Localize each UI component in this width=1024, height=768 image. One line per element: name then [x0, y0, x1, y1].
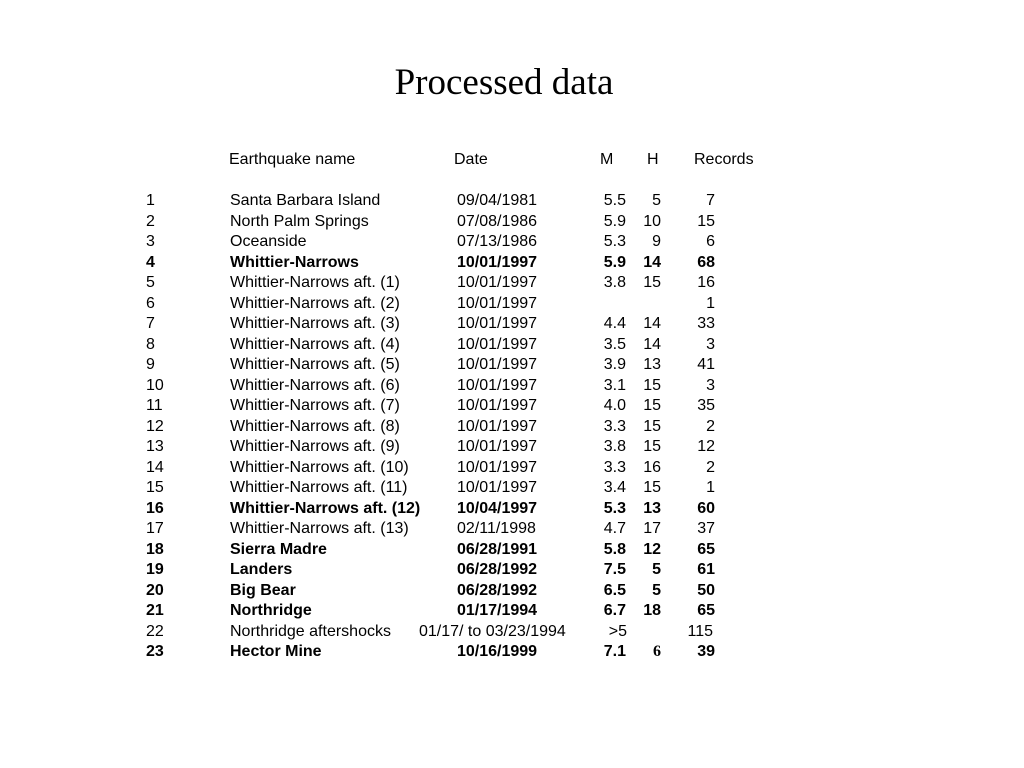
row-magnitude: 3.8	[603, 438, 626, 455]
row-number: 9	[146, 356, 155, 373]
header-magnitude: M	[600, 151, 614, 168]
row-depth: 14	[643, 253, 661, 271]
row-number: 3	[146, 233, 155, 250]
row-number: 6	[146, 294, 155, 312]
row-date: 07/13/1986	[457, 233, 538, 250]
row-date: 09/04/1981	[457, 192, 538, 209]
row-number: 7	[146, 315, 155, 332]
row-number: 23	[146, 643, 164, 660]
row-date: 10/01/1997	[457, 253, 538, 271]
table-row	[0, 601, 1024, 621]
header-records: Records	[694, 151, 754, 168]
row-magnitude: 4.4	[603, 315, 626, 332]
row-number: 11	[146, 397, 163, 414]
row-date: 01/17/1994	[457, 602, 538, 619]
row-date: 10/01/1997	[457, 458, 538, 476]
row-date: 10/16/1999	[457, 643, 538, 660]
table-row	[0, 376, 1024, 396]
row-records: 1	[706, 294, 715, 312]
table-row	[0, 191, 1024, 211]
table-row	[0, 540, 1024, 560]
row-magnitude: 7.1	[603, 643, 626, 660]
row-records: 2	[706, 417, 715, 435]
row-date: 10/01/1997	[457, 335, 538, 353]
row-date: 10/01/1997	[457, 397, 538, 414]
row-earthquake-name: Whittier-Narrows aft. (2)	[230, 294, 400, 312]
row-depth: 15	[643, 397, 661, 414]
row-records: 60	[697, 499, 715, 517]
row-date: 06/28/1992	[457, 561, 538, 578]
row-date: 07/08/1986	[457, 212, 538, 230]
table-row	[0, 212, 1024, 232]
row-depth: 14	[643, 335, 661, 353]
table-row	[0, 314, 1024, 334]
row-number: 20	[146, 581, 164, 599]
row-depth: 5	[652, 192, 661, 209]
row-date: 10/01/1997	[457, 438, 538, 455]
row-date: 10/01/1997	[457, 376, 538, 394]
row-magnitude: 5.3	[603, 499, 626, 517]
row-date: 06/28/1992	[457, 581, 538, 599]
row-records: 39	[697, 643, 715, 660]
row-records: 61	[697, 561, 715, 578]
row-depth: 12	[643, 540, 661, 558]
row-date: 10/01/1997	[457, 417, 538, 435]
header-depth: H	[647, 151, 659, 168]
page-title: Processed data	[394, 62, 614, 103]
row-records: 37	[697, 520, 715, 537]
row-depth: 16	[643, 458, 661, 476]
row-records: 3	[706, 335, 715, 353]
row-date: 10/01/1997	[457, 479, 538, 496]
row-depth: 5	[652, 581, 661, 599]
row-date: 10/01/1997	[457, 315, 538, 332]
row-magnitude: 3.1	[603, 376, 626, 394]
row-date: 10/01/1997	[457, 356, 538, 373]
row-depth: 5	[652, 561, 661, 578]
row-number: 15	[146, 479, 164, 496]
row-number: 1	[146, 192, 155, 209]
row-magnitude: 3.5	[603, 335, 626, 353]
row-records: 65	[697, 540, 715, 558]
row-records: 3	[706, 376, 715, 394]
row-depth: 15	[643, 417, 661, 435]
table-row	[0, 273, 1024, 293]
header-earthquake-name: Earthquake name	[229, 151, 356, 168]
row-earthquake-name: Oceanside	[230, 233, 307, 250]
row-magnitude: 5.9	[603, 253, 626, 271]
row-earthquake-name: Whittier-Narrows aft. (7)	[230, 397, 400, 414]
row-magnitude: >5	[608, 622, 627, 640]
row-records: 35	[697, 397, 715, 414]
row-depth: 18	[643, 602, 661, 619]
table-row	[0, 499, 1024, 519]
row-depth: 10	[643, 212, 661, 230]
row-earthquake-name: Whittier-Narrows aft. (6)	[230, 376, 400, 394]
row-earthquake-name: Landers	[230, 561, 293, 578]
header-date: Date	[454, 151, 488, 168]
row-magnitude: 3.4	[603, 479, 626, 496]
table-row	[0, 232, 1024, 252]
row-number: 12	[146, 417, 164, 435]
row-depth: 15	[643, 376, 661, 394]
row-depth: 9	[652, 233, 661, 250]
row-number: 10	[146, 376, 164, 394]
row-earthquake-name: Whittier-Narrows aft. (9)	[230, 438, 400, 455]
table-row	[0, 478, 1024, 498]
table-row	[0, 560, 1024, 580]
row-number: 16	[146, 499, 164, 517]
row-number: 8	[146, 335, 155, 353]
row-magnitude: 3.3	[603, 458, 626, 476]
row-records: 33	[697, 315, 715, 332]
row-records: 6	[706, 233, 715, 250]
row-earthquake-name: Sierra Madre	[230, 540, 327, 558]
row-number: 14	[146, 458, 164, 476]
row-number: 2	[146, 212, 155, 230]
row-magnitude: 6.5	[603, 581, 626, 599]
table-header-row	[0, 150, 1024, 170]
row-date: 10/01/1997	[457, 294, 538, 312]
row-date: 02/11/1998	[457, 520, 536, 537]
row-number: 22	[146, 622, 164, 640]
row-magnitude: 4.0	[603, 397, 626, 414]
row-number: 21	[146, 602, 164, 619]
row-depth: 6	[653, 643, 661, 660]
row-records: 15	[697, 212, 715, 230]
row-earthquake-name: Whittier-Narrows aft. (13)	[230, 520, 409, 537]
row-depth: 15	[643, 274, 661, 291]
row-depth: 15	[643, 438, 661, 455]
row-depth: 13	[643, 356, 661, 373]
table-row	[0, 417, 1024, 437]
row-earthquake-name: Whittier-Narrows aft. (5)	[230, 356, 400, 373]
table-row	[0, 519, 1024, 539]
row-number: 5	[146, 274, 155, 291]
row-records: 16	[697, 274, 715, 291]
table-row	[0, 642, 1024, 662]
row-records: 50	[697, 581, 715, 599]
row-magnitude: 3.3	[603, 417, 626, 435]
row-magnitude: 7.5	[603, 561, 626, 578]
row-records: 12	[697, 438, 715, 455]
row-records: 2	[706, 458, 715, 476]
row-number: 18	[146, 540, 164, 558]
row-number: 19	[146, 561, 164, 578]
row-number: 13	[146, 438, 164, 455]
row-earthquake-name: North Palm Springs	[230, 212, 369, 230]
row-date: 06/28/1991	[457, 540, 538, 558]
row-earthquake-name: Whittier-Narrows aft. (1)	[230, 274, 400, 291]
table-row	[0, 581, 1024, 601]
row-earthquake-name: Hector Mine	[230, 643, 322, 660]
row-earthquake-name: Whittier-Narrows aft. (8)	[230, 417, 400, 435]
row-magnitude: 5.8	[603, 540, 626, 558]
row-magnitude: 6.7	[603, 602, 626, 619]
row-magnitude: 3.8	[603, 274, 626, 291]
table-row	[0, 396, 1024, 416]
row-depth: 14	[643, 315, 661, 332]
row-records: 65	[697, 602, 715, 619]
table-row	[0, 437, 1024, 457]
row-earthquake-name: Whittier-Narrows aft. (10)	[230, 458, 409, 476]
row-magnitude: 3.9	[603, 356, 626, 373]
table-row	[0, 294, 1024, 314]
row-date: 10/01/1997	[457, 274, 538, 291]
row-earthquake-name: Northridge aftershocks	[230, 622, 391, 640]
row-earthquake-name: Whittier-Narrows aft. (4)	[230, 335, 400, 353]
row-depth: 13	[643, 499, 661, 517]
row-date: 01/17/ to 03/23/1994	[419, 622, 566, 640]
table-row	[0, 335, 1024, 355]
row-earthquake-name: Big Bear	[230, 581, 296, 599]
row-earthquake-name: Whittier-Narrows	[230, 253, 359, 271]
row-earthquake-name: Northridge	[230, 602, 312, 619]
row-magnitude: 4.7	[603, 520, 626, 537]
row-magnitude: 5.9	[603, 212, 626, 230]
row-depth: 17	[643, 520, 661, 537]
row-number: 4	[146, 253, 155, 271]
row-earthquake-name: Whittier-Narrows aft. (12)	[230, 499, 421, 517]
row-magnitude: 5.3	[603, 233, 626, 250]
row-records: 115	[687, 622, 713, 640]
table-row	[0, 355, 1024, 375]
row-earthquake-name: Santa Barbara Island	[230, 192, 381, 209]
table-row	[0, 458, 1024, 478]
row-depth: 15	[643, 479, 661, 496]
row-magnitude: 5.5	[603, 192, 626, 209]
row-number: 17	[146, 520, 164, 537]
row-earthquake-name: Whittier-Narrows aft. (11)	[230, 479, 408, 496]
row-earthquake-name: Whittier-Narrows aft. (3)	[230, 315, 400, 332]
row-date: 10/04/1997	[457, 499, 538, 517]
row-records: 7	[706, 192, 715, 209]
table-row	[0, 253, 1024, 273]
row-records: 1	[706, 479, 715, 496]
row-records: 41	[697, 356, 715, 373]
table-row	[0, 622, 1024, 642]
row-records: 68	[697, 253, 715, 271]
